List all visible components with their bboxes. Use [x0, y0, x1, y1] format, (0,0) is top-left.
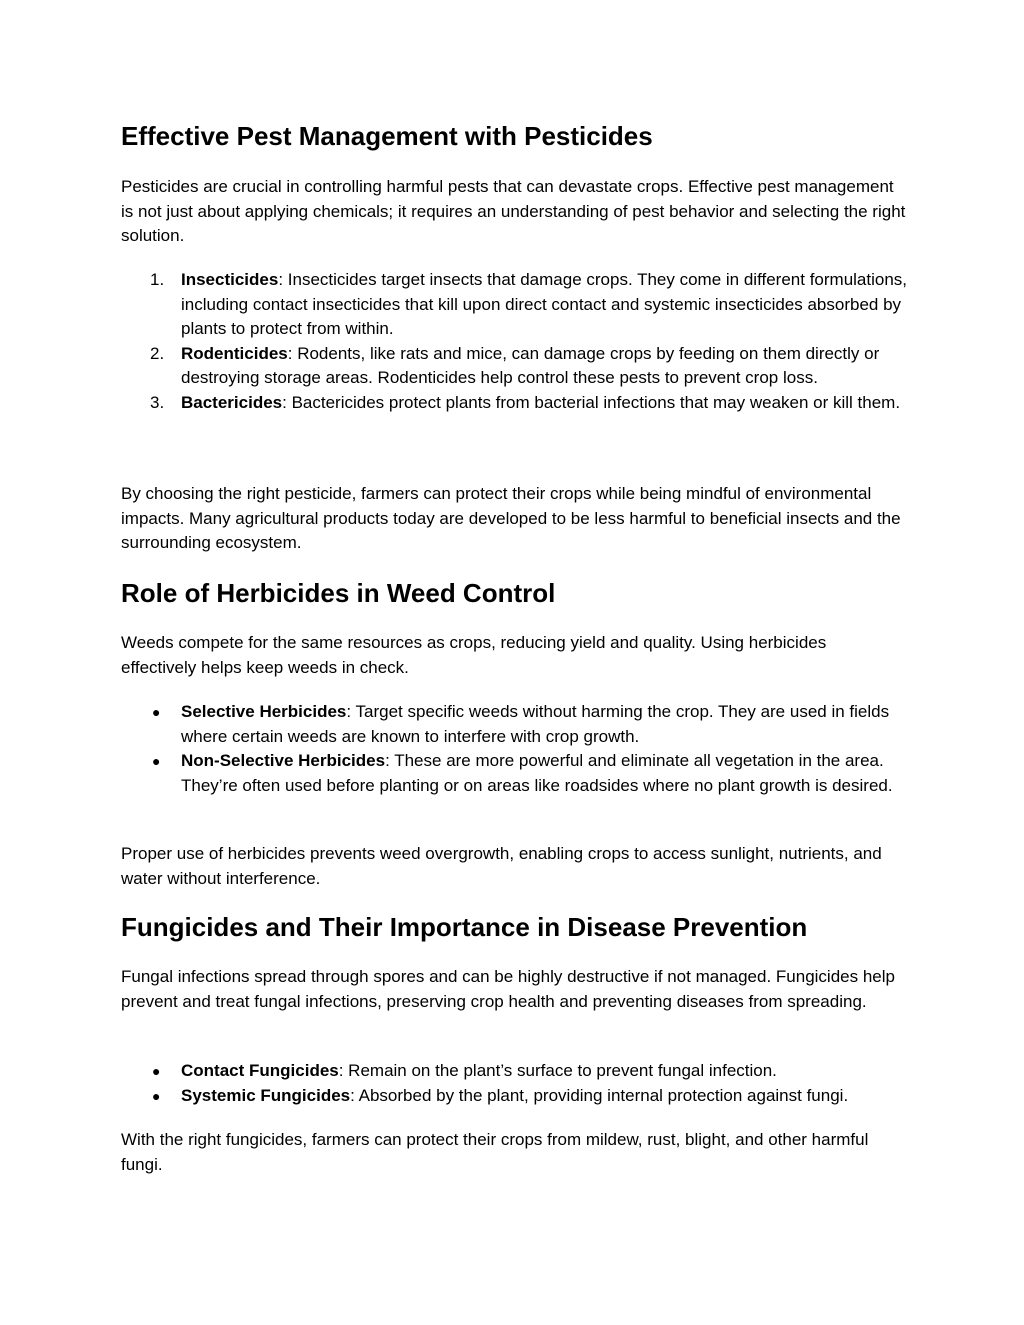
- list-text: : Rodents, like rats and mice, can damage crops by feeding on them directly or destroying storage areas. Rodenticides help control these pests to prevent crop loss.: [181, 343, 880, 387]
- list-number: 2.: [150, 343, 165, 363]
- bullet-icon: ●: [152, 1087, 161, 1104]
- list-term: Rodenticides: [181, 343, 288, 363]
- list-item: [121, 700, 911, 749]
- list-text: : Insecticides target insects that damage crops. They come in different formulations, including contact insecticides that kill upon direct contact and systemic insecticides absorbed by plants to protect from within.: [181, 270, 908, 338]
- list-text: : Target specific weeds without harming the crop. They are used in fields where certain weeds are known to interfere with crop growth.: [181, 702, 890, 746]
- section-intro: Fungal infections spread through spores and can be highly destructive if not managed. Fungicides help prevent and treat fungal infections, preserving crop health and preventing diseases from spreading.: [121, 967, 895, 1011]
- list-term: Contact Fungicides: [181, 1061, 339, 1080]
- section-outro: With the right fungicides, farmers can protect their crops from mildew, rust, blight, and other harmful fungi.: [121, 1130, 869, 1174]
- list-term: Non-Selective Herbicides: [181, 751, 386, 770]
- list-text: : Bactericides protect plants from bacterial infections that may weaken or kill them.: [282, 392, 901, 412]
- list-item: [121, 391, 911, 416]
- bullet-icon: ●: [152, 753, 161, 769]
- list-term: Insecticides: [181, 270, 279, 289]
- section-outro: By choosing the right pesticide, farmers can protect their crops while being mindful of environmental impacts. Many agricultural products today are developed to be less harmful to beneficial insects and the surrounding ecosystem.: [121, 484, 901, 552]
- list-item: [121, 749, 911, 798]
- list-text: : Absorbed by the plant, providing internal protection against fungi.: [350, 1085, 849, 1105]
- bullet-icon: ●: [152, 704, 161, 720]
- section-heading: Role of Herbicides in Weed Control: [121, 578, 556, 608]
- section-heading: Fungicides and Their Importance in Disease Prevention: [121, 912, 808, 942]
- list-item: [121, 1084, 911, 1109]
- bullet-list: [121, 1059, 911, 1108]
- list-item: [121, 1059, 911, 1084]
- section-heading: Effective Pest Management with Pesticides: [121, 121, 653, 151]
- list-term: Bactericides: [181, 392, 283, 412]
- list-number: 3.: [150, 392, 165, 412]
- list-number: 1.: [150, 270, 165, 289]
- list-text: : These are more powerful and eliminate all vegetation in the area. They’re often used before planting or on areas like roadsides where no plant growth is desired.: [181, 751, 893, 795]
- list-item: [121, 342, 911, 391]
- list-item: [121, 268, 911, 342]
- list-text: : Remain on the plant’s surface to prevent fungal infection.: [338, 1061, 777, 1080]
- section-outro: Proper use of herbicides prevents weed overgrowth, enabling crops to access sunlight, nutrients, and water without interference.: [121, 844, 882, 888]
- section-intro: Pesticides are crucial in controlling harmful pests that can devastate crops. Effective pest management is not just about applying chemicals; it requires an understanding of pest behavior and selecting the right solution.: [121, 177, 906, 245]
- bullet-list: [121, 700, 911, 798]
- bullet-icon: ●: [152, 1063, 161, 1079]
- list-term: Systemic Fungicides: [181, 1085, 351, 1105]
- numbered-list: [121, 268, 911, 415]
- list-term: Selective Herbicides: [181, 702, 347, 721]
- section-intro: Weeds compete for the same resources as crops, reducing yield and quality. Using herbicides effectively helps keep weeds in check.: [121, 633, 827, 677]
